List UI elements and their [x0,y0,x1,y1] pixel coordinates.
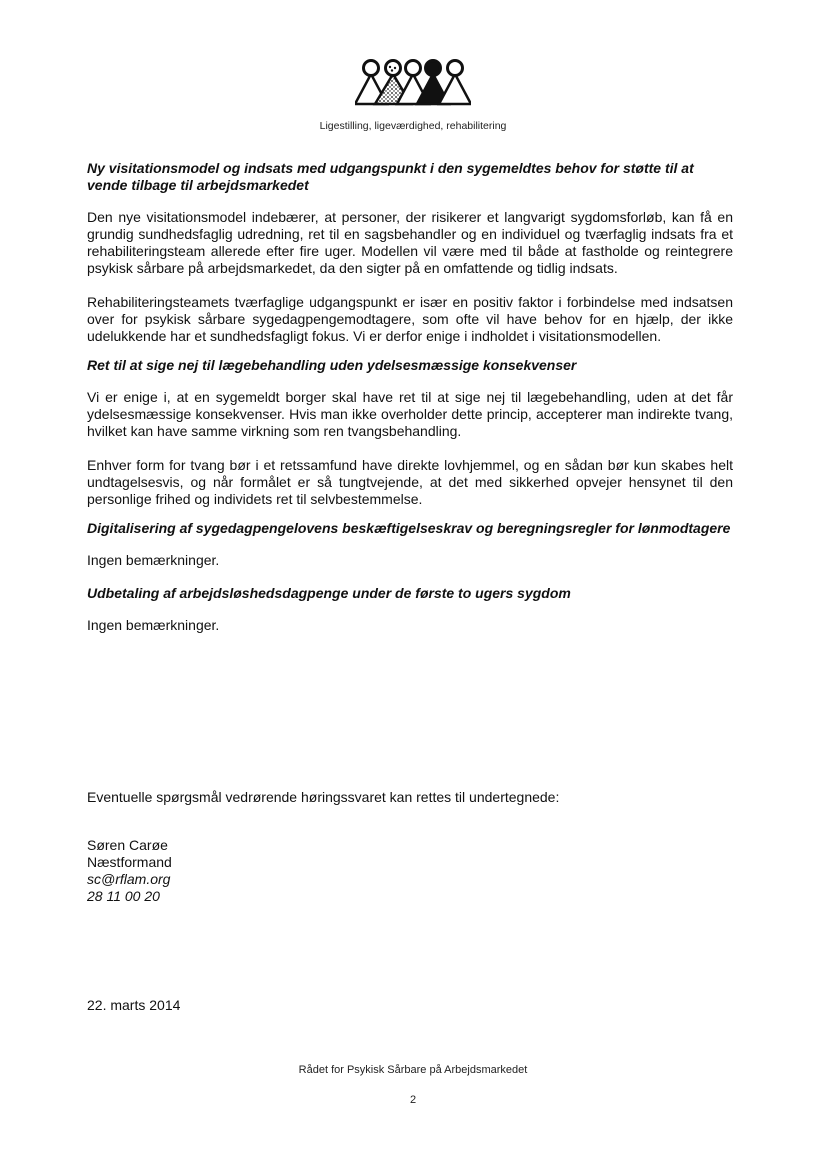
body-paragraph: Ingen bemærkninger. [87,617,220,633]
section-heading: Digitalisering af sygedagpengelovens beskæftigelseskrav og beregningsregler for lønmodtagere [87,520,731,536]
signatory-name: Søren Carøe [87,837,168,853]
page-number: 2 [409,1094,417,1106]
body-paragraph: Enhver form for tvang bør i et retssamfund have direkte lovhjemmel, og en sådan bør kun skabes helt undtagelsesvis, og når formålet er så tungtvejende, at det med sikkerhed opvejer hensynet til den personlige frihed og individets ret til selvbestemmelse. [87,457,733,507]
signature-block [87,837,172,905]
signatory-phone: 28 11 00 20 [87,888,160,904]
body-paragraph: Vi er enige i, at en sygemeldt borger skal have ret til at sige nej til lægebehandling, uden at det får ydelsesmæssige konsekvenser. Hvis man ikke overholder dette princip, accepterer man indirekte tvang, hvilket kan have samme virkning som ren tvangsbehandling. [87,389,733,439]
five-figures-logo-icon [355,56,471,106]
signatory-email: sc@rflam.org [87,871,171,887]
document-body [87,160,733,634]
body-paragraph: Den nye visitationsmodel indebærer, at personer, der risikerer et langvarigt sygdomsforløb, kan få en grundig sundhedsfaglig udredning, ret til en sagsbehandler og en individuel og tværfaglig indsats fra et rehabiliteringsteam allerede efter fire uger. Modellen vil være med til både at fastholde og reintegrere psykisk sårbare på arbejdsmarkedet, da den sigter på en omfattende og tidlig indsats. [87,209,733,276]
body-paragraph: Ingen bemærkninger. [87,552,220,568]
closing-text: Eventuelle spørgsmål vedrørende høringssvaret kan rettes til undertegnede: [87,789,560,805]
section-heading: Udbetaling af arbejdsløshedsdagpenge under de første to ugers sygdom [87,585,571,601]
footer-organization: Rådet for Psykisk Sårbare på Arbejdsmarkedet [298,1064,528,1076]
document-date: 22. marts 2014 [87,997,181,1013]
body-paragraph: Rehabiliteringsteamets tværfaglige udgangspunkt er især en positiv faktor i forbindelse med indsatsen over for psykisk sårbare sygedagpengemodtagere, som ofte vil have behov for en hjælp, der ikke udelukkende har et sundhedsfagligt fokus. Vi er derfor enige i indholdet i visitationsmodellen. [87,294,733,344]
logo-tagline: Ligestilling, ligeværdighed, rehabilitering [319,120,507,132]
section-heading: Ret til at sige nej til lægebehandling uden ydelsesmæssige konsekvenser [87,357,577,373]
section-heading: Ny visitationsmodel og indsats med udgangspunkt i den sygemeldtes behov for støtte til at vende tilbage til arbejdsmarkedet [87,160,694,193]
signatory-title: Næstformand [87,854,172,870]
